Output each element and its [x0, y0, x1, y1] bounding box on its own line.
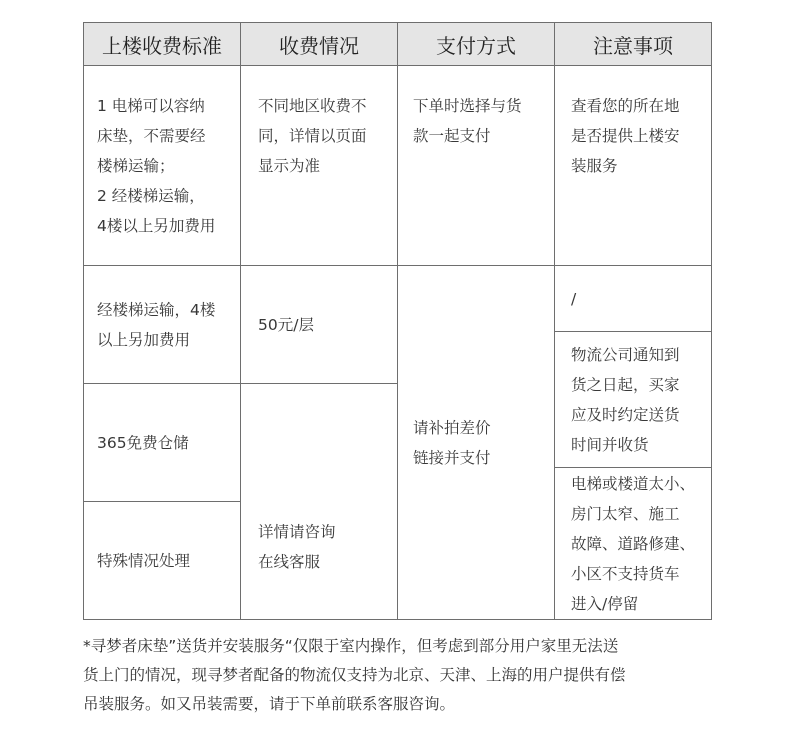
cell-line: 床垫，不需要经: [97, 127, 206, 145]
cell-notes-none: [555, 266, 712, 332]
cell-notes-logistics: [555, 332, 712, 468]
cell-line: 装服务: [571, 157, 618, 175]
header-fee-standard: 上楼收费标准: [84, 23, 241, 66]
cell-line: 50元/层: [258, 315, 314, 334]
cell-charge-per-floor: [241, 266, 398, 384]
cell-line: 电梯或楼道太小、: [571, 474, 696, 493]
cell-line: 是否提供上楼安: [571, 127, 680, 145]
cell-notes-special: [555, 468, 712, 620]
cell-line: 经楼梯运输，4楼: [97, 300, 216, 319]
cell-standard-special: [84, 502, 241, 620]
header-charge-status: 收费情况: [241, 23, 398, 66]
delivery-fee-table: [83, 22, 712, 620]
table-header-row: [84, 23, 712, 66]
cell-line: 故障、道路修建、: [571, 534, 696, 553]
cell-line: 1 电梯可以容纳: [97, 97, 205, 115]
cell-line: 应及时约定送货: [571, 405, 680, 424]
cell-line: 以上另加费用: [97, 330, 191, 349]
cell-line: 同，详情以页面: [258, 127, 367, 145]
cell-line: 链接并支付: [413, 448, 491, 467]
cell-line: 请补拍差价: [413, 418, 491, 437]
footnote-line: 吊装服务。如又吊装需要，请于下单前联系客服咨询。: [83, 695, 456, 713]
footnote-line: 货上门的情况，现寻梦者配备的物流仅支持为北京、天津、上海的用户提供有偿: [83, 666, 626, 684]
cell-line: 查看您的所在地: [571, 97, 680, 115]
table-row: [84, 66, 712, 266]
cell-charge-by-region: [241, 66, 398, 266]
cell-standard-elevator: [84, 66, 241, 266]
cell-notes-check-location: [555, 66, 712, 266]
cell-standard-free-storage: [84, 384, 241, 502]
cell-line: 显示为准: [258, 157, 321, 175]
cell-line: 2 经楼梯运输，: [97, 187, 205, 205]
header-payment-method: 支付方式: [398, 23, 555, 66]
footnote: [83, 632, 713, 719]
cell-line: 货之日起，买家: [571, 375, 680, 394]
footnote-line: *寻梦者床垫”送货并安装服务“仅限于室内操作，但考虑到部分用户家里无法送: [83, 637, 619, 655]
cell-line: 详情请咨询: [258, 522, 336, 541]
cell-line: 365免费仓储: [97, 433, 189, 452]
cell-line: 4楼以上另加费用: [97, 217, 216, 235]
table-row: [84, 266, 712, 332]
cell-payment-extra-link: [398, 266, 555, 620]
cell-payment-with-order: [398, 66, 555, 266]
cell-line: 下单时选择与货: [413, 97, 522, 115]
cell-line: 小区不支持货车: [571, 564, 680, 583]
cell-line: 时间并收货: [571, 435, 649, 454]
cell-line: 特殊情况处理: [97, 551, 191, 570]
cell-line: /: [571, 289, 577, 308]
cell-line: 进入/停留: [571, 594, 639, 613]
cell-line: 不同地区收费不: [258, 97, 367, 115]
cell-charge-consult: [241, 384, 398, 620]
cell-line: 在线客服: [258, 552, 321, 571]
cell-line: 物流公司通知到: [571, 345, 680, 364]
header-notes: 注意事项: [555, 23, 712, 66]
cell-line: 款一起支付: [413, 127, 491, 145]
cell-line: 房门太窄、施工: [571, 504, 680, 523]
cell-line: 楼梯运输；: [97, 157, 175, 175]
cell-standard-stairs: [84, 266, 241, 384]
